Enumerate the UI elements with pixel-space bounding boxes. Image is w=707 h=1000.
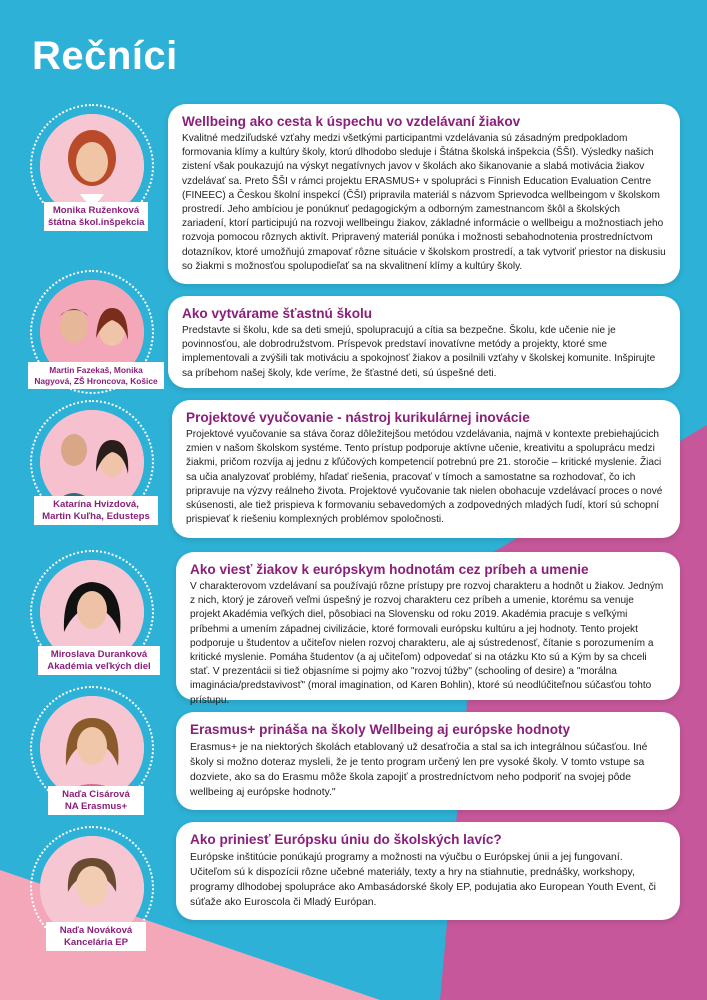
session-description: Predstavte si školu, kde sa deti smejú, spolupracujú a cítia sa bezpečne. Školu, kde učenie nie je povinnosťou, ale dobrodružstvom. Príspevok predstaví inovatívne metódy a projekty, ktoré sme implementovali a zvýšili tak motiváciu a spokojnosť žiakov a posilnili vzťahy v školskej komunite. Inšpirujte sa príbehom našej školy, kde veríme, že šťastné deti, sú úspešné deti. [182, 325, 656, 379]
session-description: V charakterovom vzdelávaní sa používajú rôzne prístupy pre rozvoj charakteru a hodnôt u žiakov. Jedným z nich, ktorý je zároveň veľmi úspešný je rozvoj charakteru cez príbeh a umenie, ktorému sa venuje projekt Akadémia veľkých diel, pôsobiaci na Slovensku od roku 2019. Akadémia pracuje s veľkými príbehmi a umením západnej civilizácie, ktoré formovali európsku kultúru a jej hodnoty. Tento projekt podporuje u študentov a učiteľov nielen rozvoj charakteru, ale aj sústredenosť, čítanie s porozumením a kritické myslenie. Pomáha študentov (a aj učiteľom) odpovedať si na otázku Kto sú a Kým by sa chceli stať. V prezentácii si tiež objasníme si pojmy ako "rozvoj túžby" (schooling of desire) a "morálna imaginácia/predstavivosť" (moral imagination, od Karen Bohlin), ktoré sú neodlúčiteľnou súčasťou tohto prístupu. [190, 581, 664, 706]
speaker-name: Katarína Hvizdová, [53, 499, 139, 510]
page-title: Rečníci [32, 34, 178, 78]
speaker-affiliation: NA Erasmus+ [64, 800, 128, 812]
speaker-name: Monika Ruženková [52, 205, 140, 216]
speaker-name-tag [48, 786, 144, 815]
session-title: Wellbeing ako cesta k úspechu vo vzdelávaní žiakov [182, 114, 521, 129]
speaker-affiliation: štátna škol.inšpekcia [48, 216, 145, 228]
avatar [40, 696, 144, 800]
session-description: Projektové vyučovanie sa stáva čoraz dôležitejšou metódou vzdelávania, najmä v kontexte prebiehajúcich zmien v našom školskom systéme. Tento prístup podporuje aktívne učenie, kreativitu a spoluprácu medzi žiakmi, pričom rozvíja aj jednu z kľúčových kompetencií potrebnú pre 21. storočie – kritické myslenie. Žiaci sa učia analyzovať problémy, hľadať riešenia, pracovať v tímoch a samostatne sa rozhodovať, čo ich pripravuje na výzvy reálneho života. Projektové vyučovanie tak nielen obohacuje vzdelávací proces o nové skúsenosti, ale tiež prispieva k formovaniu sebavedomých a zodpovedných mladých ľudí, ktorí sú schopní prispievať k riešeniu komplexných problémov spoločnosti. [186, 429, 663, 526]
session-title: Erasmus+ prináša na školy Wellbeing aj európske hodnoty [190, 722, 571, 737]
speaker-name-tag [38, 646, 160, 675]
speaker-name: Martin Fazekaš, Monika [49, 365, 143, 375]
speaker-name-tag [28, 362, 164, 389]
speaker-affiliation: Kancelária EP [64, 936, 128, 948]
session-description: Erasmus+ je na niektorých školách etablovaný už desaťročia a stal sa ich integrálnou súčasťou. Iné školy si možno doteraz mysleli, že je tento program určený len pre vysoké školy. V tomto vstupe sa dozviete, ako sa do Erasmu môže škola zapojiť a prostredníctvom neho podporiť na svojej pôde wellbeing aj európske hodnoty." [190, 742, 648, 798]
session-description: Európske inštitúcie ponúkajú programy a možnosti na výučbu o Európskej únii a jej fungovaní. Učiteľom sú k dispozícii rôzne učebné materiály, texty a hry na stiahnutie, prednášky, workshopy, programy dlhodobej spolupráce ako Ambasádorské školy EP, podujatia ako European Youth Event, či súťaže ako Euroscola či Mladý Európan. [190, 852, 656, 908]
speaker-name-tag [34, 496, 158, 525]
speaker-name-tag [46, 922, 146, 951]
session-card-1 [168, 104, 680, 284]
session-card-2 [168, 296, 680, 388]
speaker-affiliation: Nagyová, ZŠ Hroncova, Košice [34, 375, 158, 386]
session-title: Ako priniesť Európsku úniu do školských lavíc? [190, 832, 502, 847]
speaker-name: Naďa Nováková [59, 925, 133, 936]
session-title: Ako viesť žiakov k európskym hodnotám cez príbeh a umenie [190, 562, 589, 577]
session-description: Kvalitné medziľudské vzťahy medzi všetkými participantmi vzdelávania sú zásadným predpokladom formovania klímy a kultúry školy, ktorú dlhodobo sleduje i Štátna školská inšpekcia (ŠŠI). Výsledky našich zistení však poukazujú na výskyt negatívnych javov v školách ako šikanovanie a slabá motivácia žiakov vzdelávať sa. Preto ŠŠI v rámci projektu ERASMUS+ v spolupráci s Finnish Education Evaluation Centre (FINEEC) a Českou školní inspekcí (ČŠI) pripravila materiál s názvom Sprievodca wellbeingom v školskom prostredí. Jeho ambíciou je ponúknuť pedagogickým a odborným zamestnancom škôl a školských zariadení, ktorí participujú na rozvoji wellbeingu žiakov, základné informácie o wellbeigu a možnostiach jeho rozvoja pomocou rôznych aktivít. Pripravený materiál ponúka i možnosti sebahodnotenia prostredníctvom dotazníkov, ktoré umožňujú zmapovať rôzne situácie v školskom prostredí, a tak vytvoriť priestor na diskusiu so žiakmi s možnosťou spolupodieľať sa na skvalitnení klímy a kultúry školy. [182, 133, 666, 272]
speaker-affiliation: Martin Kuľha, Edusteps [42, 510, 150, 522]
speaker-affiliation: Akadémia veľkých diel [47, 660, 151, 672]
session-card-4 [176, 552, 680, 706]
session-card-6 [176, 822, 680, 920]
session-title: Projektové vyučovanie - nástroj kurikulárnej inovácie [186, 410, 530, 425]
speaker-name-tag [44, 202, 148, 231]
session-title: Ako vytvárame šťastnú školu [182, 306, 373, 321]
session-card-3 [172, 400, 680, 538]
speaker-name: Miroslava Duranková [50, 649, 148, 660]
speaker-name: Naďa Cisárová [62, 789, 130, 800]
session-card-5 [176, 712, 680, 810]
person-icon [40, 696, 144, 800]
